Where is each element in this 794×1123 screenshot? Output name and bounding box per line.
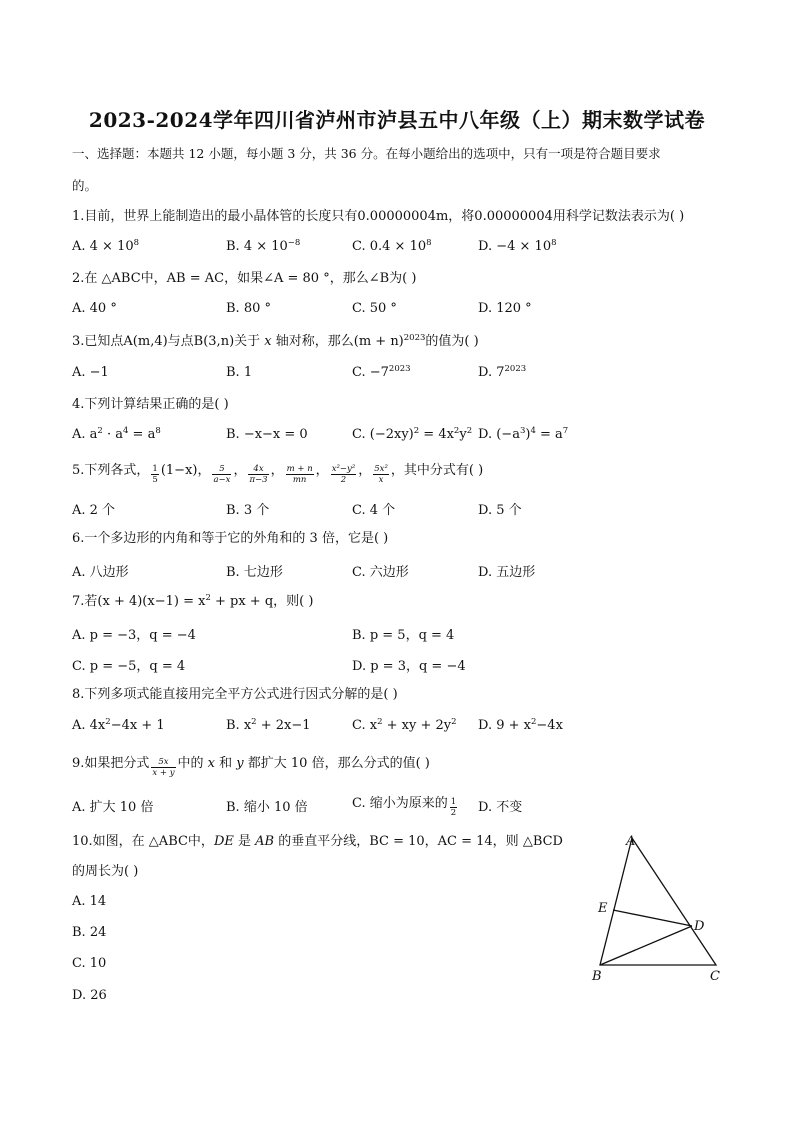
question-3-stem: 3.已知点A(m,4)与点B(3,n)关于 x 轴对称，那么$(m + n)^{2023}$的值为( )	[72, 333, 479, 349]
q6-option-a[interactable]: A. 八边形	[72, 565, 129, 580]
fraction-m-plus-n-over-mn: $\frac{m + n}{mn}$	[286, 464, 313, 485]
q8-option-d[interactable]: D. $9 + x^2-4x$	[478, 717, 563, 733]
fraction-1-5: $\frac{1}{5}$	[152, 464, 158, 485]
triangle-figure	[588, 828, 728, 988]
q1-option-a[interactable]: A. $4 \times 10^8$	[72, 238, 140, 254]
label-c: C	[710, 969, 720, 984]
q9-option-c[interactable]: C. 缩小为原来的 $\frac{1}{2}$	[352, 796, 457, 818]
q6-option-b[interactable]: B. 七边形	[226, 565, 283, 580]
q4-option-a[interactable]: A. $a^2 \cdot a^4 = a^8$	[72, 426, 161, 442]
segment-bd	[600, 926, 692, 965]
fraction-5x-over-x-plus-y: $\frac{5x}{x + y}$	[152, 757, 175, 778]
triangle-abc	[600, 838, 716, 965]
q9-option-a[interactable]: A. 扩大 10 倍	[72, 800, 154, 815]
q7-option-c[interactable]: C. p = −5，q = 4	[72, 659, 186, 674]
label-a: A	[626, 834, 636, 849]
q10-option-c[interactable]: C. 10	[72, 956, 107, 971]
question-10-stem: 10.如图，在 △ABC中，DE 是 AB 的垂直平分线，BC = 10，AC = 14，则 △BCD	[72, 834, 563, 849]
section-instructions-line2: 的。	[72, 178, 98, 193]
q2-option-a[interactable]: A. 40 °	[72, 301, 117, 316]
q4-option-b[interactable]: B. −x−x = 0	[226, 427, 308, 442]
q2-option-d[interactable]: D. 120 °	[478, 301, 532, 316]
q3-option-c[interactable]: C. $-7^{2023}$	[352, 364, 411, 380]
page-title: 2023-2024学年四川省泸州市泸县五中八年级（上）期末数学试卷	[88, 108, 706, 132]
section-instructions-line1: 一、选择题：本题共 12 小题，每小题 3 分，共 36 分。在每小题给出的选项中，只有一项是符合题目要求	[72, 146, 661, 161]
q10-option-d[interactable]: D. 26	[72, 988, 107, 1003]
label-d: D	[694, 919, 705, 934]
q7-option-b[interactable]: B. p = 5，q = 4	[352, 628, 455, 643]
q3-option-b[interactable]: B. 1	[226, 365, 253, 380]
question-2-stem: 2.在 △ABC中，AB = AC，如果∠A = 80 °，那么∠B为( )	[72, 271, 417, 286]
segment-ed	[613, 910, 692, 926]
q3-option-a[interactable]: A. −1	[72, 365, 109, 380]
q5-option-a[interactable]: A. 2 个	[72, 503, 116, 518]
question-6-stem: 6.一个多边形的内角和等于它的外角和的 3 倍，它是( )	[72, 531, 389, 546]
q9-option-d[interactable]: D. 不变	[478, 800, 523, 815]
q1-option-d[interactable]: D. $-4 \times 10^8$	[478, 238, 557, 254]
q1-option-b[interactable]: B. $4 \times 10^{-8}$	[226, 238, 301, 254]
fraction-1-2: $\frac{1}{2}$	[450, 797, 457, 818]
question-1-stem: 1.目前，世界上能制造出的最小晶体管的长度只有0.00000004m，将0.00000004用科学记数法表示为( )	[72, 209, 685, 224]
question-7-stem: 7.若$(x + 4)(x-1) = x^2$ + px + q，则( )	[72, 593, 314, 609]
q5-option-d[interactable]: D. 5 个	[478, 503, 522, 518]
fraction-5-over-a-x: $\frac{5}{a-x}$	[213, 464, 231, 485]
q5-option-c[interactable]: C. 4 个	[352, 503, 396, 518]
fraction-5x2-over-x: $\frac{\text{5x²}}{x}$	[374, 464, 388, 485]
q8-option-b[interactable]: B. $x^2 + 2x-1$	[226, 717, 311, 733]
q8-option-c[interactable]: C. $x^2$ + xy + $2y^2$	[352, 717, 457, 733]
q6-option-c[interactable]: C. 六边形	[352, 565, 409, 580]
q2-option-b[interactable]: B. 80 °	[226, 301, 271, 316]
question-9-stem: 9.如果把分式 $\frac{5x}{x + y}$ 中的 x 和 y 都扩大 10 倍，那么分式的值( )	[72, 756, 430, 778]
q2-option-c[interactable]: C. 50 °	[352, 301, 397, 316]
q7-option-d[interactable]: D. p = 3，q = −4	[352, 659, 466, 674]
q10-option-b[interactable]: B. 24	[72, 925, 107, 940]
label-b: B	[592, 969, 602, 984]
question-5-stem: 5.下列各式， $\frac{1}{5}$ (1−x)， $\frac{5}{a-x}$ ， $\frac{4x}{\pi-3}$ ， $\frac{m + n}{mn}$ ， $\frac{\text{x²−y²}}{2}$ ， $\frac{\text{5x²}}{x}$ ，其中分式有( )	[72, 463, 484, 485]
q4-option-d[interactable]: D. $(-a^3)^4 = a^7$	[478, 426, 569, 442]
fraction-4x-over-pi-3: $\frac{4x}{\pi-3}$	[249, 464, 268, 485]
question-8-stem: 8.下列多项式能直接用完全平方公式进行因式分解的是( )	[72, 687, 398, 702]
q7-option-a[interactable]: A. p = −3，q = −4	[72, 628, 196, 643]
question-4-stem: 4.下列计算结果正确的是( )	[72, 397, 229, 412]
q1-option-c[interactable]: C. $0.4 \times 10^8$	[352, 238, 432, 254]
q8-option-a[interactable]: A. $4x^2-4x + 1$	[72, 717, 165, 733]
q6-option-d[interactable]: D. 五边形	[478, 565, 536, 580]
label-e: E	[598, 901, 608, 916]
q5-option-b[interactable]: B. 3 个	[226, 503, 270, 518]
q10-option-a[interactable]: A. 14	[72, 894, 107, 909]
question-10-stem-line2: 的周长为( )	[72, 864, 139, 879]
q9-option-b[interactable]: B. 缩小 10 倍	[226, 800, 308, 815]
q3-option-d[interactable]: D. $7^{2023}$	[478, 364, 527, 380]
fraction-x2-y2-over-2: $\frac{\text{x²−y²}}{2}$	[331, 464, 356, 485]
q4-option-c[interactable]: C. $(-2xy)^2 = 4x^2y^2$	[352, 426, 473, 442]
